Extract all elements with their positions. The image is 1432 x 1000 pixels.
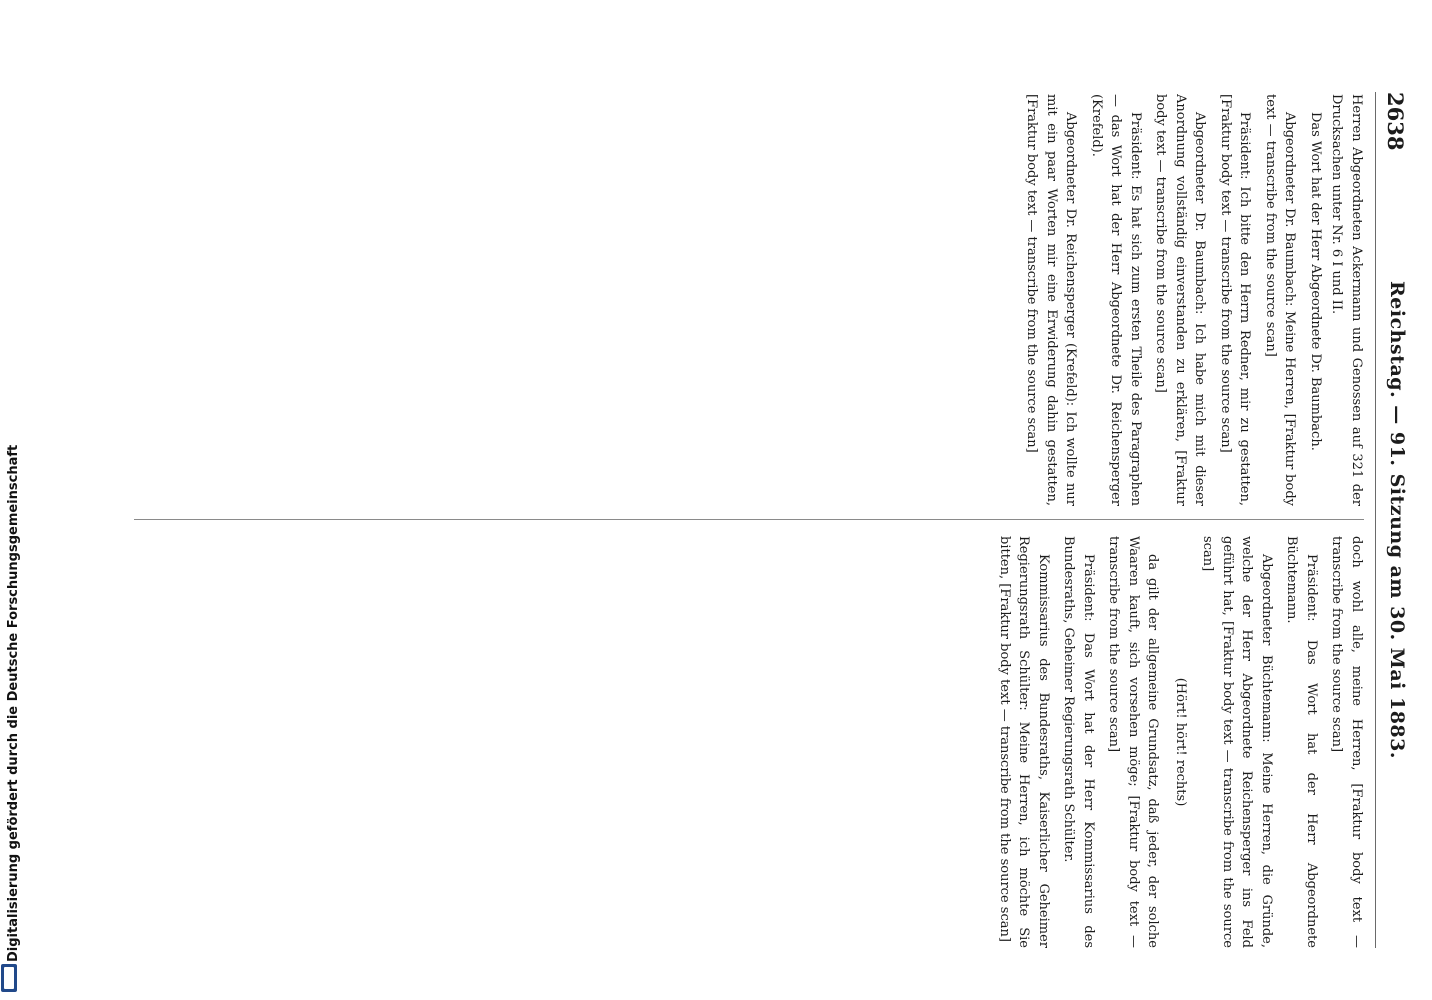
- digitization-credit: [2, 58, 28, 988]
- running-head: [1375, 92, 1416, 948]
- dfg-logo-icon: [1, 964, 17, 992]
- digitization-credit-text: Digitalisierung gefördert durch die Deutsche Forschungsgemeinschaft: [6, 444, 21, 962]
- right-column: [126, 536, 1366, 948]
- body-paragraph: Kommissarius des Bundesraths, Kaiserlicher Geheimer Regierungsrath Schülter: Meine Herren, ich möchte Sie bitten, [Fraktur body text — transcribe from the source scan]: [997, 536, 1051, 948]
- body-paragraph: Herren Abgeordneten Ackermann und Genossen auf 321 der Drucksachen unter Nr. 6 I und II.: [1329, 94, 1364, 506]
- body-paragraph: Abgeordneter Büchtemann: Meine Herren, die Gründe, welche der Herr Abgeordnete Reichensperger ins Feld geführt hat, [Fraktur body text — transcribe from the source scan]: [1200, 536, 1274, 948]
- interjection-text: (Hört! hört! rechts): [1173, 677, 1188, 807]
- body-paragraph: Abgeordneter Dr. Reichensperger (Krefeld): Ich wollte nur mit ein paar Worten mir eine Erwiderung dahin gestatten, [Fraktur body text — transcribe from the source scan]: [1024, 94, 1079, 506]
- running-title: Reichstag. — 91. Sitzung am 30. Mai 1883.: [1386, 281, 1408, 759]
- body-paragraph: Das Wort hat der Herr Abgeordnete Dr. Baumbach.: [1308, 112, 1323, 451]
- column-divider: [134, 519, 1364, 520]
- body-paragraph: Abgeordneter Dr. Baumbach: Meine Herren, [Fraktur body text — transcribe from the source scan]: [1263, 94, 1298, 506]
- left-column: [126, 94, 1366, 506]
- body-paragraph: Präsident: Es hat sich zum ersten Theile des Paragraphen — das Wort hat der Herr Abgeordnete Dr. Reichensperger (Krefeld).: [1089, 94, 1143, 506]
- page-number: 2638: [1383, 92, 1408, 151]
- body-paragraph: da gilt der allgemeine Grundsatz, daß jeder, der solche Waaren kauft, sich vorsehen möge; [Fraktur body text — transcribe from the source scan]: [1106, 536, 1161, 948]
- body-paragraph: Abgeordneter Dr. Baumbach: Ich habe mich mit dieser Anordnung vollständig einverstanden zu erklären, [Fraktur body text — transcribe from the source scan]: [1153, 94, 1208, 506]
- body-paragraph: doch wohl alle, meine Herren, [Fraktur body text — transcribe from the source scan]: [1329, 536, 1364, 948]
- body-paragraph: Präsident: Ich bitte den Herrn Redner, mir zu gestatten, [Fraktur body text — transcribe from the source scan]: [1218, 94, 1253, 506]
- body-paragraph: Präsident: Das Wort hat der Herr Kommissarius des Bundesraths, Geheimer Regierungsrath Schülter.: [1061, 536, 1096, 948]
- body-paragraph: Präsident: Das Wort hat der Herr Abgeordnete Büchtemann.: [1284, 536, 1319, 948]
- rotated-newspaper-page: [116, 70, 1416, 970]
